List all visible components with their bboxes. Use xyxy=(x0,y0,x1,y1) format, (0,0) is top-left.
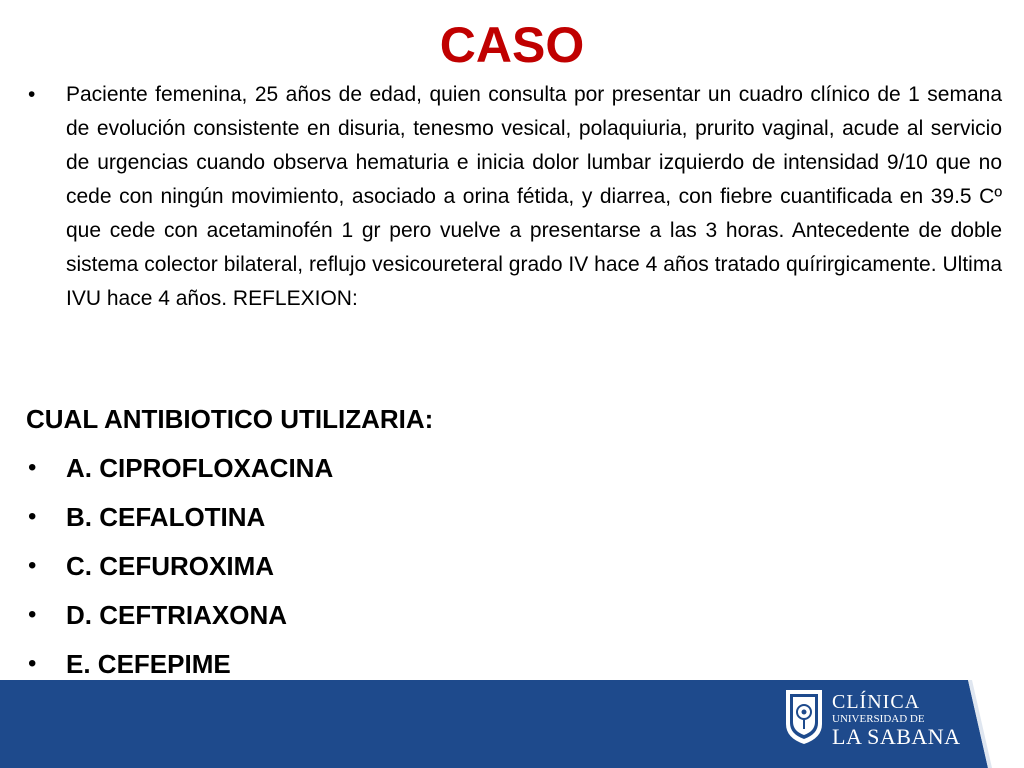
clinic-logo xyxy=(784,688,964,752)
footer-band xyxy=(0,680,1024,768)
case-text: Paciente femenina, 25 años de edad, quien consulta por presentar un cuadro clínico de 1 semana de evolución consistente en disuria, tenesmo vesical, polaquiuria, prurito vaginal, acude al servicio de urgencias cuando observa hematuria e inicia dolor lumbar izquierdo de intensidad 9/10 que no cede con ningún movimiento, asociado a orina fétida, y diarrea, con fiebre cuantificada en 39.5 Cº que cede con acetaminofén 1 gr pero vuelve a presentarse a las 3 horas. Antecedente de doble sistema colector bilateral, reflujo vesicoureteral grado IV hace 4 años tratado quírirgicamente. Ultima IVU hace 4 años. REFLEXION: xyxy=(66,83,1002,310)
logo-text-sabana: LA SABANA xyxy=(832,724,961,749)
option-label: D. CEFTRIAXONA xyxy=(66,600,287,630)
shield-crest-icon xyxy=(784,688,824,746)
option-c xyxy=(26,549,333,598)
option-a xyxy=(26,451,333,500)
logo-text-universidad: UNIVERSIDAD DE xyxy=(832,713,925,725)
bullet-icon: • xyxy=(28,650,37,677)
option-label: B. CEFALOTINA xyxy=(66,502,266,532)
options-list xyxy=(26,451,333,696)
bullet-icon: • xyxy=(28,454,37,481)
bullet-icon: • xyxy=(28,503,37,530)
case-description xyxy=(26,78,1002,316)
option-label: A. CIPROFLOXACINA xyxy=(66,453,334,483)
option-label: E. CEFEPIME xyxy=(66,649,231,679)
slide-title: CASO xyxy=(439,17,585,73)
logo-text-clinica: CLÍNICA xyxy=(832,691,921,713)
bullet-icon: • xyxy=(28,552,37,579)
question-heading: CUAL ANTIBIOTICO UTILIZARIA: xyxy=(26,404,434,434)
option-b xyxy=(26,500,333,549)
bullet-icon: • xyxy=(28,601,37,628)
case-bullet-item xyxy=(26,78,1002,316)
bullet-icon: • xyxy=(28,83,36,106)
option-label: C. CEFUROXIMA xyxy=(66,551,274,581)
option-d xyxy=(26,598,333,647)
